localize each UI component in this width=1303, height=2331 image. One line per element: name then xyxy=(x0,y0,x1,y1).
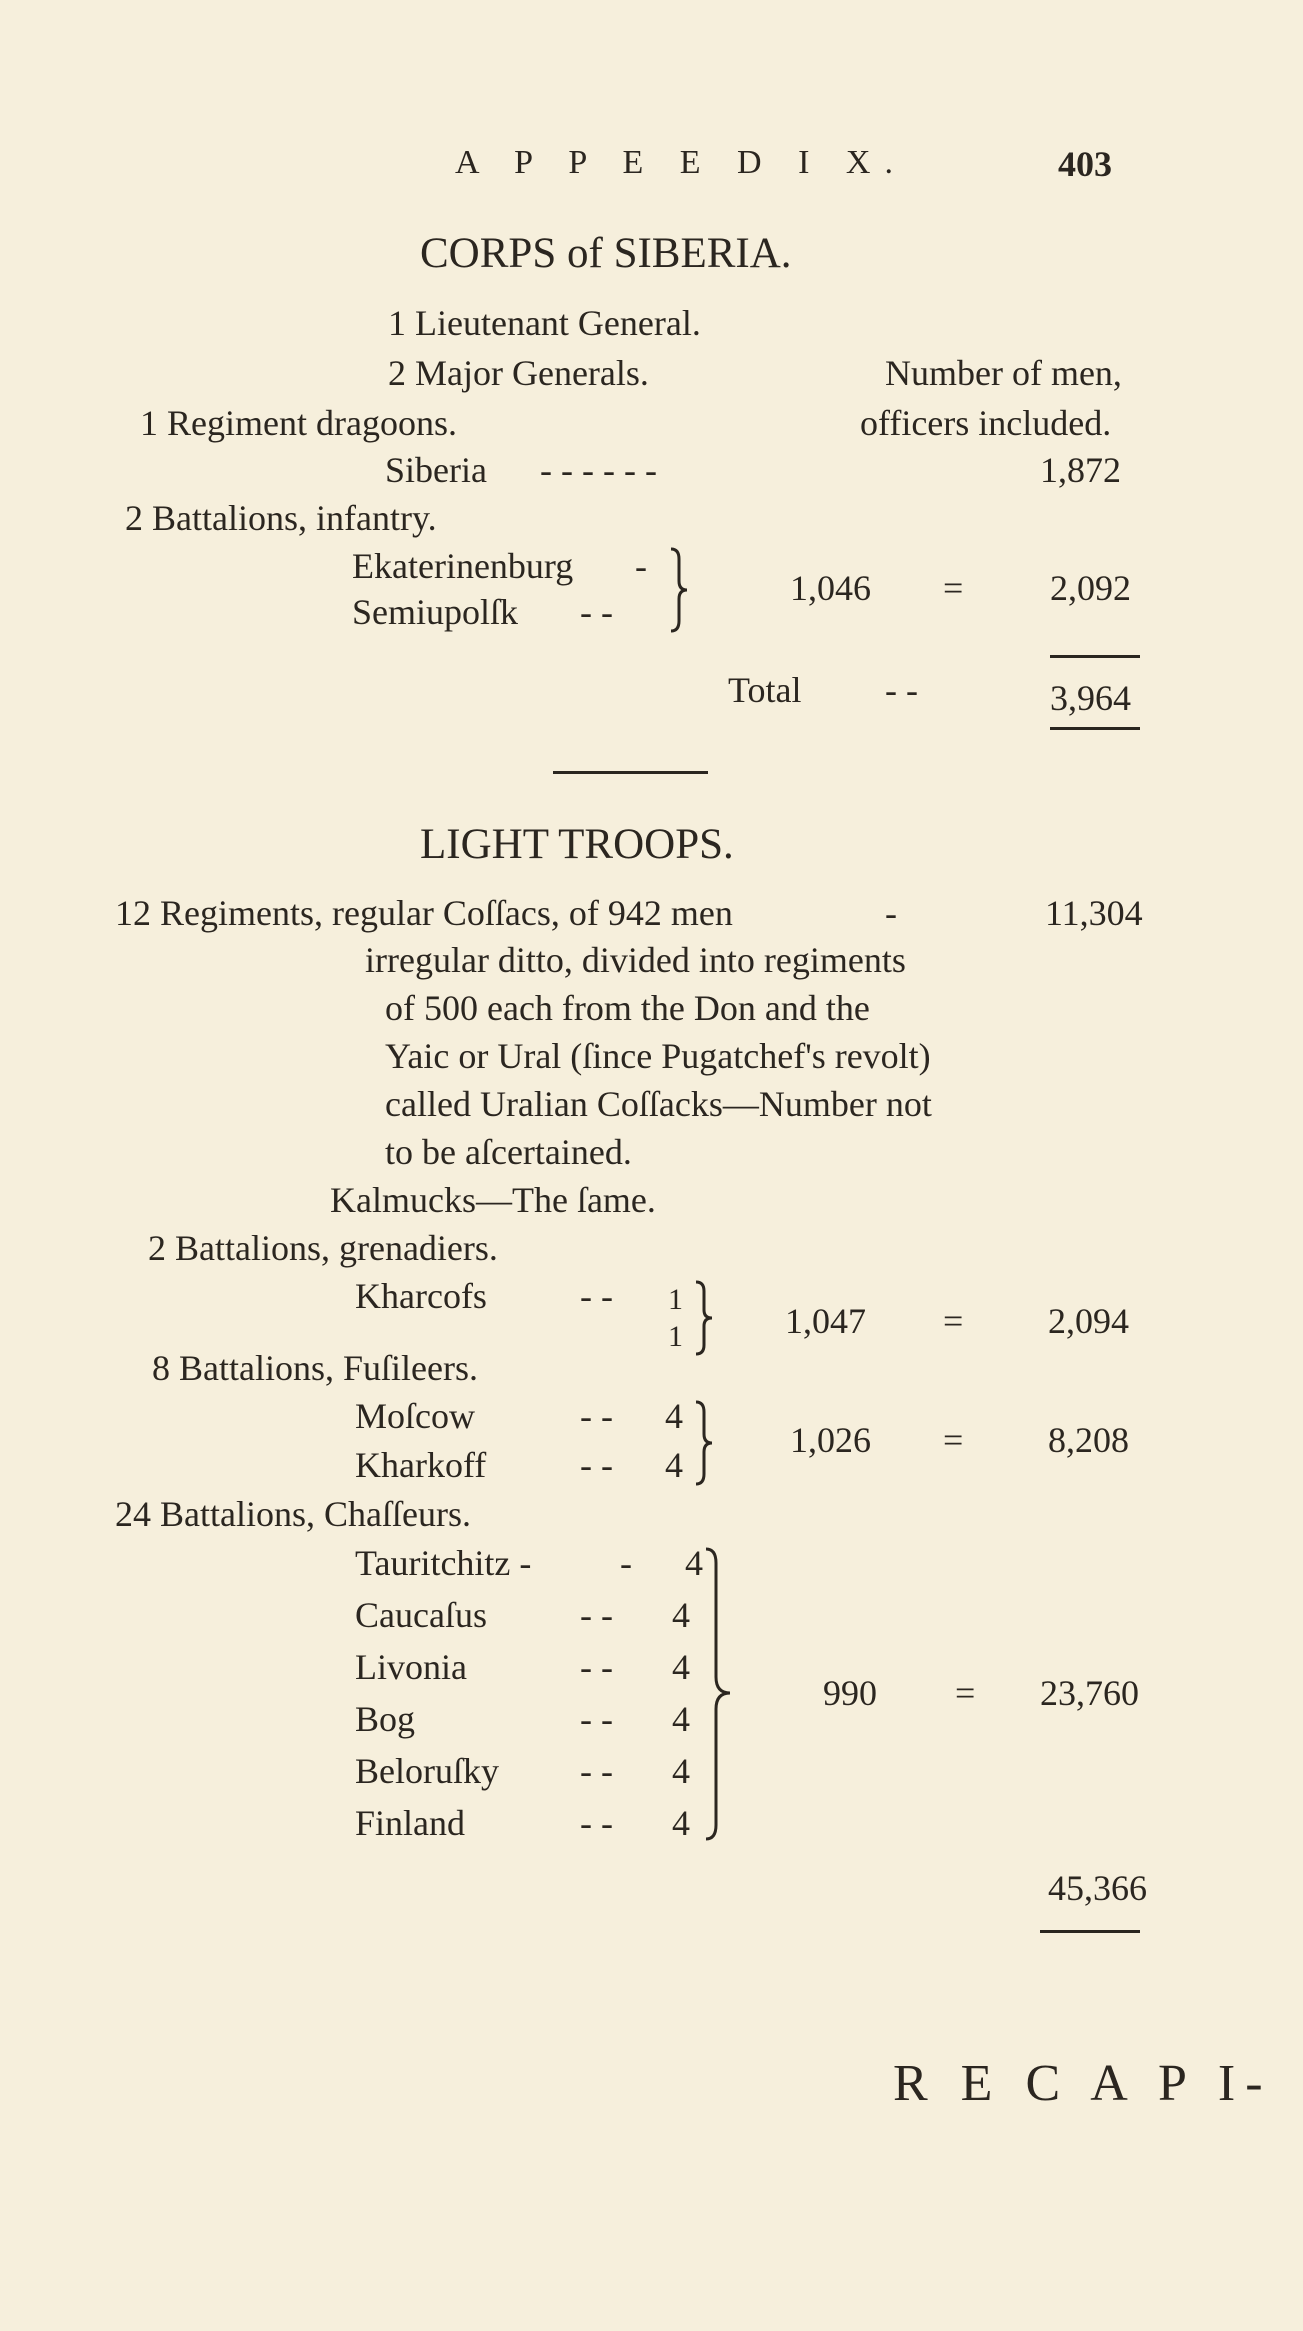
lt-general-line: 1 Lieutenant General. xyxy=(388,303,701,343)
chasseur-row-count: 4 xyxy=(672,1699,690,1739)
brace-icon xyxy=(690,1398,720,1488)
column-header-line-1: Number of men, xyxy=(885,353,1122,393)
chasseurs-total: 23,760 xyxy=(1040,1673,1139,1713)
fusileers-line: 8 Battalions, Fuſileers. xyxy=(152,1348,478,1388)
kalmucks-line: Kalmucks—The ſame. xyxy=(330,1180,656,1220)
infantry-each: 1,046 xyxy=(790,568,871,608)
total-rule xyxy=(1050,727,1140,730)
cossacks-line: 12 Regiments, regular Coſſacs, of 942 men xyxy=(115,893,733,933)
siberia-row-total: 1,872 xyxy=(1040,450,1121,490)
subtotal-rule xyxy=(1050,655,1140,658)
semiupolsk-dash: - - xyxy=(580,592,613,632)
brace-icon xyxy=(700,1545,740,1845)
chasseur-row-name: Bog xyxy=(355,1699,416,1739)
page-number: 403 xyxy=(1058,144,1112,184)
section-title-siberia: CORPS of SIBERIA. xyxy=(420,230,792,277)
total-value: 3,964 xyxy=(1050,678,1131,718)
infantry-equals: = xyxy=(943,568,964,608)
cossacks-dash: - xyxy=(885,893,897,933)
moscow-name: Moſcow xyxy=(355,1396,475,1436)
cossacks-total: 11,304 xyxy=(1045,893,1143,933)
chasseur-row-dash: - - xyxy=(580,1595,613,1635)
grenadiers-equals: = xyxy=(943,1301,964,1341)
irregular-line-3: Yaic or Ural (ſince Pugatchef's revolt) xyxy=(385,1036,931,1076)
kharcofs-name: Kharcofs xyxy=(355,1276,487,1316)
chasseur-row-dash: - - xyxy=(580,1699,613,1739)
running-header: A P P E E D I X. xyxy=(455,144,907,181)
kharcofs-count-2: 1 xyxy=(668,1320,683,1353)
fusileers-each: 1,026 xyxy=(790,1420,871,1460)
chasseur-row-dash: - - xyxy=(580,1751,613,1791)
chasseurs-each: 990 xyxy=(823,1673,877,1713)
kharkoff-name: Kharkoff xyxy=(355,1445,487,1485)
ekaterinenburg-name: Ekaterinenburg xyxy=(352,546,574,586)
chasseur-row-dash: - xyxy=(620,1543,632,1583)
grand-total: 45,366 xyxy=(1048,1868,1147,1908)
kharkoff-count: 4 xyxy=(665,1445,683,1485)
major-generals-line: 2 Major Generals. xyxy=(388,353,649,393)
ekaterinenburg-dash: - xyxy=(635,546,647,586)
kharkoff-dash: - - xyxy=(580,1445,613,1485)
section-title-light-troops: LIGHT TROOPS. xyxy=(420,821,734,868)
chasseur-row-name: Beloruſky xyxy=(355,1751,499,1791)
irregular-line-2: of 500 each from the Don and the xyxy=(385,988,870,1028)
grenadiers-total: 2,094 xyxy=(1048,1301,1129,1341)
kharcofs-dash: - - xyxy=(580,1276,613,1316)
total-dashes: - - xyxy=(885,670,918,710)
total-label: Total xyxy=(728,670,802,710)
fusileers-total: 8,208 xyxy=(1048,1420,1129,1460)
irregular-line-4: called Uralian Coſſacks—Number not xyxy=(385,1084,932,1124)
section-divider xyxy=(553,771,708,774)
brace-icon xyxy=(665,545,695,635)
chasseur-row-dash: - - xyxy=(580,1647,613,1687)
grenadiers-each: 1,047 xyxy=(785,1301,866,1341)
semiupolsk-name: Semiupolſk xyxy=(352,592,519,632)
chasseur-row-name: Livonia xyxy=(355,1647,467,1687)
infantry-line: 2 Battalions, infantry. xyxy=(125,498,437,538)
irregular-line-1: irregular ditto, divided into regiments xyxy=(365,940,906,980)
chasseur-row-dash: - - xyxy=(580,1803,613,1843)
siberia-row-name: Siberia xyxy=(385,450,487,490)
dragoons-line: 1 Regiment dragoons. xyxy=(140,403,457,443)
chasseurs-line: 24 Battalions, Chaſſeurs. xyxy=(115,1494,471,1534)
chasseurs-equals: = xyxy=(955,1673,976,1713)
irregular-line-5: to be aſcertained. xyxy=(385,1132,632,1172)
chasseur-row-count: 4 xyxy=(672,1803,690,1843)
fusileers-equals: = xyxy=(943,1420,964,1460)
chasseur-row-name: Finland xyxy=(355,1803,466,1843)
moscow-dash: - - xyxy=(580,1396,613,1436)
chasseur-row-count: 4 xyxy=(685,1543,703,1583)
grand-total-rule xyxy=(1040,1930,1140,1933)
siberia-row-dashes: - - - - - - xyxy=(540,450,657,490)
catchword: R E C A P I- xyxy=(893,2055,1273,2112)
moscow-count: 4 xyxy=(665,1396,683,1436)
brace-icon xyxy=(690,1278,720,1358)
column-header-line-2: officers included. xyxy=(860,403,1112,443)
chasseur-row-count: 4 xyxy=(672,1647,690,1687)
chasseur-row-name: Caucaſus xyxy=(355,1595,487,1635)
infantry-total: 2,092 xyxy=(1050,568,1131,608)
kharcofs-count-1: 1 xyxy=(668,1283,683,1316)
chasseur-row-name: Tauritchitz - xyxy=(355,1543,532,1583)
chasseur-row-count: 4 xyxy=(672,1595,690,1635)
chasseur-row-count: 4 xyxy=(672,1751,690,1791)
grenadiers-line: 2 Battalions, grenadiers. xyxy=(148,1228,498,1268)
